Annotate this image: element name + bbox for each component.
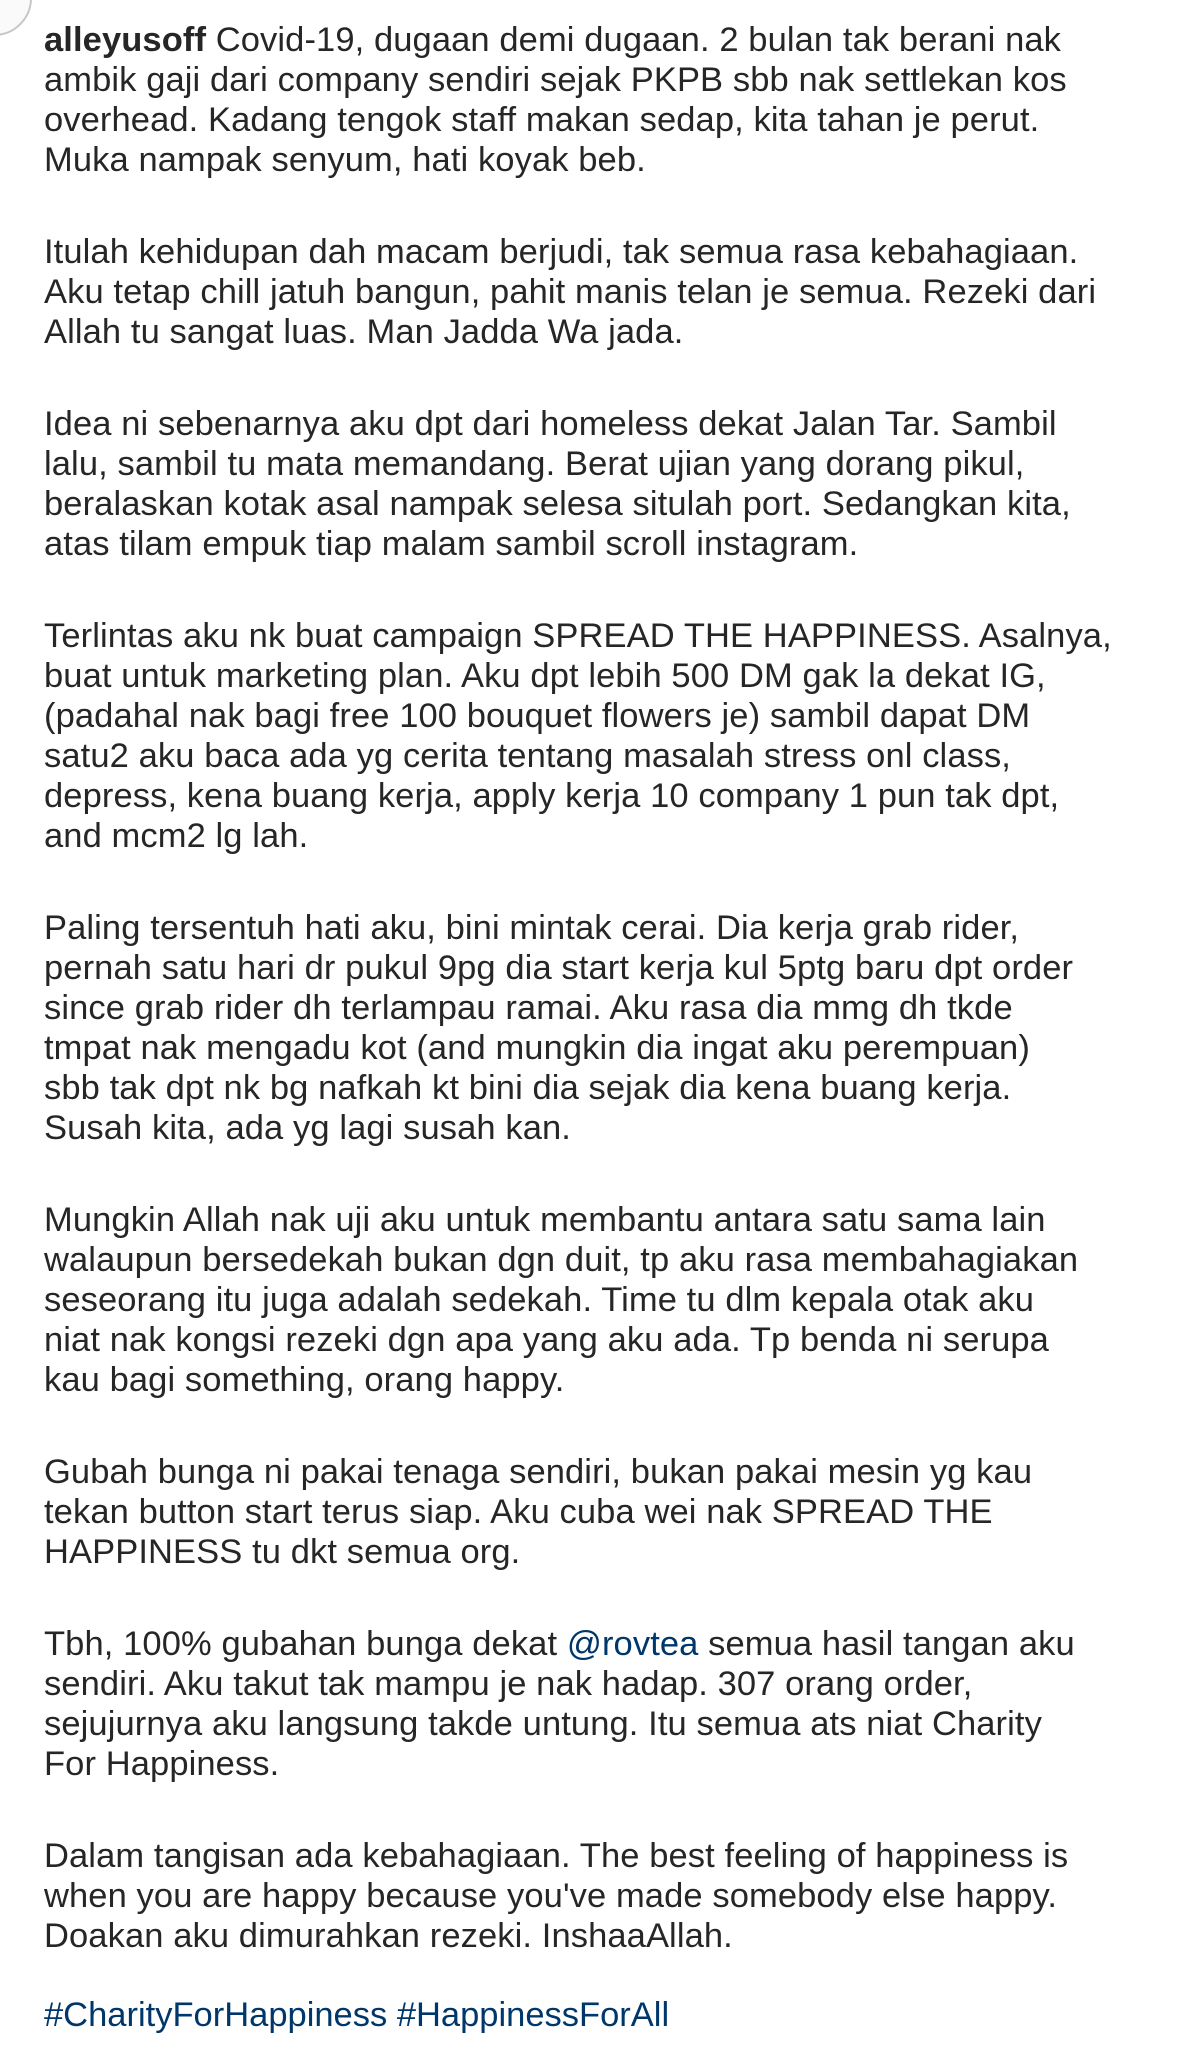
mention-link[interactable]: @rovtea: [566, 1625, 699, 1663]
post-caption: [44, 20, 1164, 2008]
caption-paragraph-4: Terlintas aku nk buat campaign SPREAD THE HAPPINESS. Asalnya, buat untuk marketing plan. Aku dpt lebih 500 DM gak la dekat IG, (padahal nak bagi free 100 bouquet flowers je) sambil dapat DM satu2 aku baca ada yg cerita tentang masalah stress onl class, depress, kena buang kerja, apply kerja 10 company 1 pun tak dpt, and mcm2 lg lah.: [44, 617, 1112, 855]
caption-paragraph-2: Itulah kehidupan dah macam berjudi, tak semua rasa kebahagiaan. Aku tetap chill jatuh bangun, pahit manis telan je semua. Rezeki dari Allah tu sangat luas. Man Jadda Wa jada.: [44, 233, 1097, 351]
caption-text-1: Covid-19, dugaan demi dugaan. 2 bulan tak berani nak ambik gaji dari company sendiri sejak PKPB sbb nak settlekan kos overhead. Kadang tengok staff makan sedap, kita tahan je perut. Muka nampak senyum, hati koyak beb.: [44, 21, 1067, 179]
caption-paragraph-3: Idea ni sebenarnya aku dpt dari homeless dekat Jalan Tar. Sambil lalu, sambil tu mata memandang. Berat ujian yang dorang pikul, beralaskan kotak asal nampak selesa situlah port. Sedangkan kita, atas tilam empuk tiap malam sambil scroll instagram.: [44, 405, 1071, 563]
hashtag-row: [44, 1995, 669, 2035]
avatar[interactable]: [0, 0, 32, 36]
caption-paragraph-9: Dalam tangisan ada kebahagiaan. The best feeling of happiness is when you are happy because you've made somebody else happy. Doakan aku dimurahkan rezeki. InshaaAllah.: [44, 1837, 1069, 1955]
caption-paragraph-6: Mungkin Allah nak uji aku untuk membantu antara satu sama lain walaupun bersedekah bukan dgn duit, tp aku rasa membahagiakan seseorang itu juga adalah sedekah. Time tu dlm kepala otak aku niat nak kongsi rezeki dgn apa yang aku ada. Tp benda ni serupa kau bagi something, orang happy.: [44, 1201, 1079, 1399]
hashtag-link[interactable]: #HappinessForAll: [396, 1996, 670, 2034]
caption-paragraph-5: Paling tersentuh hati aku, bini mintak cerai. Dia kerja grab rider, pernah satu hari dr pukul 9pg dia start kerja kul 5ptg baru dpt order since grab rider dh terlampau ramai. Aku rasa dia mmg dh tkde tmpat nak mengadu kot (and mungkin dia ingat aku perempuan) sbb tak dpt nk bg nafkah kt bini dia sejak dia kena buang kerja. Susah kita, ada yg lagi susah kan.: [44, 909, 1074, 1147]
username-link[interactable]: alleyusoff: [44, 21, 207, 59]
caption-paragraph-1: [44, 20, 1164, 180]
hashtag-link[interactable]: #CharityForHappiness: [44, 1996, 388, 2034]
caption-text-8b: semua hasil tangan aku sendiri. Aku takut tak mampu je nak hadap. 307 orang order, sejujurnya aku langsung takde untung. Itu semua ats niat Charity For Happiness.: [44, 1625, 1075, 1783]
caption-text-8a: Tbh, 100% gubahan bunga dekat: [44, 1625, 567, 1663]
caption-paragraph-8: [44, 1624, 1164, 1784]
caption-paragraph-7: Gubah bunga ni pakai tenaga sendiri, bukan pakai mesin yg kau tekan button start terus siap. Aku cuba wei nak SPREAD THE HAPPINESS tu dkt semua org.: [44, 1453, 1033, 1571]
